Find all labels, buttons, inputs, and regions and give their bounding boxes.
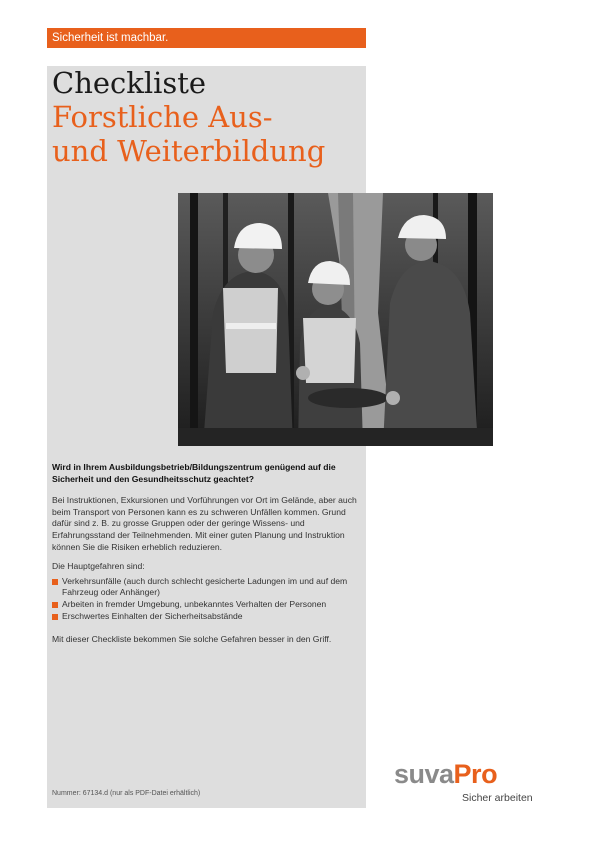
header-banner bbox=[47, 28, 366, 48]
document-number: Nummer: 67134.d (nur als PDF-Datei erhältlich) bbox=[52, 790, 201, 797]
square-bullet-icon bbox=[52, 602, 58, 608]
list-item bbox=[52, 611, 362, 623]
intro-question: Wird in Ihrem Ausbildungsbetrieb/Bildungszentrum genügend auf die Sicherheit und den Gesundheitsschutz geachtet? bbox=[52, 462, 336, 484]
title-line-3: und Weiterbildung bbox=[52, 134, 326, 168]
square-bullet-icon bbox=[52, 614, 58, 620]
intro-paragraph: Bei Instruktionen, Exkursionen und Vorführungen vor Ort im Gelände, aber auch beim Transport von Personen kann es zu schweren Unfällen kommen. Grund dafür sind z. B. zu grosse Gruppen oder der geringe Wissens- und Erfahrungsstand der Teilnehmenden. Mit einer guten Planung und Instruktion können Sie die Risiken erheblich reduzieren. bbox=[52, 495, 357, 552]
body-content bbox=[52, 462, 362, 654]
list-item bbox=[52, 599, 362, 611]
hazards-list bbox=[52, 576, 362, 622]
title-line-2: Forstliche Aus- bbox=[52, 100, 273, 134]
page-title bbox=[52, 66, 325, 168]
banner-text: Sicherheit ist machbar. bbox=[52, 32, 169, 44]
hazard-text: Verkehrsunfälle (auch durch schlecht gesicherte Ladungen im und auf dem Fahrzeug oder Anhänger) bbox=[62, 575, 348, 598]
list-item bbox=[52, 576, 362, 599]
closing-paragraph: Mit dieser Checkliste bekommen Sie solche Gefahren besser in den Griff. bbox=[52, 634, 332, 645]
logo-pro: Pro bbox=[453, 759, 498, 789]
hazards-intro: Die Hauptgefahren sind: bbox=[52, 561, 145, 572]
suvapro-logo bbox=[394, 760, 534, 810]
logo-wordmark bbox=[394, 760, 534, 788]
square-bullet-icon bbox=[52, 579, 58, 585]
logo-suva: suva bbox=[394, 759, 454, 789]
logo-tagline: Sicher arbeiten bbox=[462, 792, 533, 804]
title-line-1: Checkliste bbox=[52, 66, 207, 100]
forest-workers-photo bbox=[178, 193, 493, 446]
hazard-text: Arbeiten in fremder Umgebung, unbekanntes Verhalten der Personen bbox=[62, 598, 327, 609]
hazard-text: Erschwertes Einhalten der Sicherheitsabstände bbox=[62, 610, 243, 621]
photo-illustration bbox=[178, 193, 493, 446]
